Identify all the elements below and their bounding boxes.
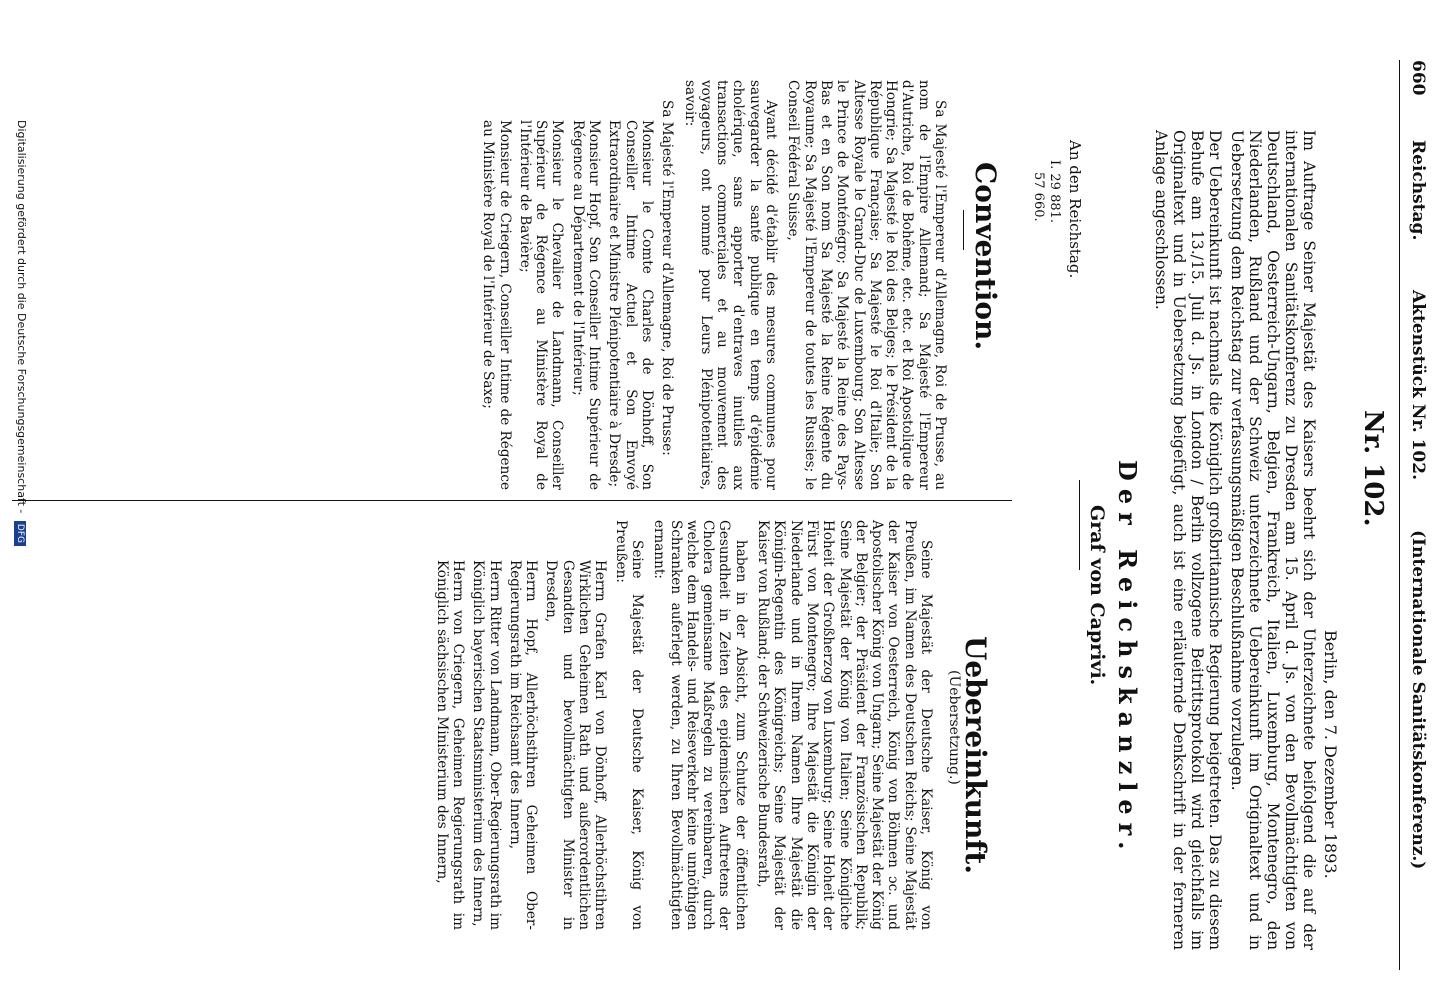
header-section: Reichstag. [1408, 140, 1428, 241]
french-paragraph: Sa Majesté l'Empereur d'Allemagne, Roi de Prusse, au nom de l'Empire Allemand; Sa Majesté l'Empereur d'Autriche, Roi de Bohême, etc. etc. et Roi Apostolique de Hongrie; Sa Majesté le Roi des Belges; le Président de la République Française; Sa Majesté le Roi d'Italie; Son Altesse Royale le Grand-Duc de Luxembourg; Son Altesse le Prince de Monténégro; Sa Majesté la Reine des Pays-Bas et en Son nom Sa Majesté la Reine Régente du Royaume; Sa Majesté l'Empereur de toutes les Russies; le Conseil Fédéral Suisse, [785, 80, 948, 490]
heading-rule [963, 210, 964, 250]
signature-rule [1079, 480, 1080, 570]
column-divider [12, 500, 1012, 501]
french-paragraph: Ayant décidé d'établir des mesures communes pour sauvegarder la santé publique en temps d'épidémie cholérique, sans apporter d'entraves inutiles aux transactions commerciales et au mouvement des voyageurs, ont nommé pour Leurs Plénipotentiaires, savoir: [681, 80, 780, 490]
document-number-title: Nr. 102. [1358, 410, 1388, 527]
translation-note: (Uebersetzung.) [946, 670, 962, 785]
french-paragraph: Sa Majesté l'Empereur d'Allemagne, Roi de Prusse: [659, 100, 676, 456]
french-paragraph: Monsieur de Criegern, Conseiller Intime de Régence au Ministère Royal de l'Intérieur de Saxe; [480, 120, 513, 490]
signature-name: Graf von Caprivi. [1086, 505, 1108, 686]
german-paragraph: haben in der Absicht, zum Schutze der öffentlichen Gesundheit in Zeiten des epidemischen Auftretens der Cholera gemeinsame Maßregeln zu vereinbaren, durch welche dem Handels- und Reiseverkehr keine unnöthigen Schranken auferlegt werden, zu Ihren Bevollmächtigten ernannt: [651, 520, 749, 930]
header-document-number: Aktenstück Nr. 102. [1408, 290, 1428, 481]
header-topic: (Internationale Sanitätskonferenz.) [1408, 530, 1428, 870]
german-paragraph: Herrn Ritter von Landmann, Ober-Regierungsrath im Königlich bayerischen Staatsministerium des Innern, [470, 560, 503, 930]
german-paragraph: Herrn Grafen Karl von Dönhoff, Allerhöchstihren Wirklichen Geheimen Rath und außerordentlichen Gesandten und bevollmächtigten Minister in Dresden, [543, 560, 609, 930]
intro-paragraph: Im Auftrage Seiner Majestät des Kaisers beehrt sich der Unterzeichnete beifolgend die auf der internationalen Sanitätskonferenz zu Dresden am 15. April d. Js. von den Bevollmächtigten von Deutschland, Oesterreich-Ungarn, Belgien, Frankreich, Italien, Luxemburg, Montenegro, den Niederlanden, Rußland und der Schweiz unterzeichnete Uebereinkunft im Originaltext und in Uebersetzung dem Reichstag zur verfassungsmäßigen Beschlußnahme vorzulegen. [1228, 130, 1318, 950]
credit-text: Digitalisierung gefördert durch die Deutsche Forschungsgemeinschaft - [15, 120, 28, 514]
german-text-column [429, 520, 934, 930]
french-paragraph: Monsieur le Comte Charles de Dönhoff, Son Conseiller Intime Actuel et Son Envoyé Extraordinaire et Ministre Plénipotentiaire à Dresde; [606, 120, 655, 490]
german-paragraph: Seine Majestät der Deutsche Kaiser, König von Preußen: [612, 520, 645, 930]
date-line: Berlin, den 7. Dezember 1893. [1321, 630, 1340, 879]
german-paragraph: Seine Majestät der Deutsche Kaiser, König von Preußen, im Namen des Deutschen Reichs; Seine Majestät der Kaiser von Oesterreich, König von Böhmen ɔc. und Apostolischer König von Ungarn; Seine Majestät der König der Belgier; der Präsident der Französischen Republik; Seine Majestät der König von Italien; Seine Königliche Hoheit der Großherzog von Luxemburg; Seine Hoheit der Fürst von Montenegro; Ihre Majestät die Königin der Niederlande und in Ihrem Namen Ihre Majestät die Königin-Regentin des Königreichs; Seine Majestät der Kaiser von Rußland; der Schweizerische Bundesrath, [755, 520, 934, 930]
header-rule [1399, 60, 1400, 970]
journal-number: 57 660. [1031, 172, 1046, 222]
addressee: An den Reichstag. [1066, 140, 1084, 279]
german-paragraph: Herrn von Criegern, Geheimen Regierungsrath im Königlich sächsischen Ministerium des Innern, [433, 560, 466, 930]
french-paragraph: Monsieur Hopf, Son Conseiller Intime Supérieur de Régence au Département de l'Intérieur; [569, 120, 603, 490]
dfg-logo: DFG [14, 521, 26, 546]
digitization-credit [14, 120, 28, 546]
page-number: 660 [1408, 60, 1428, 96]
convention-heading: Convention. [969, 162, 1002, 351]
journal-number: I. 29 881. [1047, 160, 1062, 224]
german-paragraph: Herrn Hopf, Allerhöchstihren Geheimen Ober-Regierungsrath im Reichsamt des Innern, [506, 560, 540, 930]
signature-title: Der Reichskanzler. [1113, 460, 1142, 858]
running-header [1402, 60, 1428, 960]
french-paragraph: Monsieur le Chevalier de Landmann, Conseiller Supérieur de Régence au Ministère Royal de l'Intérieur de Bavière; [516, 120, 566, 490]
french-text-column [476, 80, 948, 490]
uebereinkunft-heading: Uebereinkunft. [959, 636, 992, 875]
intro-paragraph: Der Uebereinkunft ist nachmals die Königlich großbritannische Regierung beigetreten. Das zu diesem Behufe am 13./15. Juli d. Js. in London / Berlin vollzogene Beitrittsprotokoll wird gleichfalls im Originaltext und in Uebersetzung beigefügt, auch ist eine erläuternde Denkschrift in der ferneren Anlage angeschlossen. [1152, 130, 1224, 950]
